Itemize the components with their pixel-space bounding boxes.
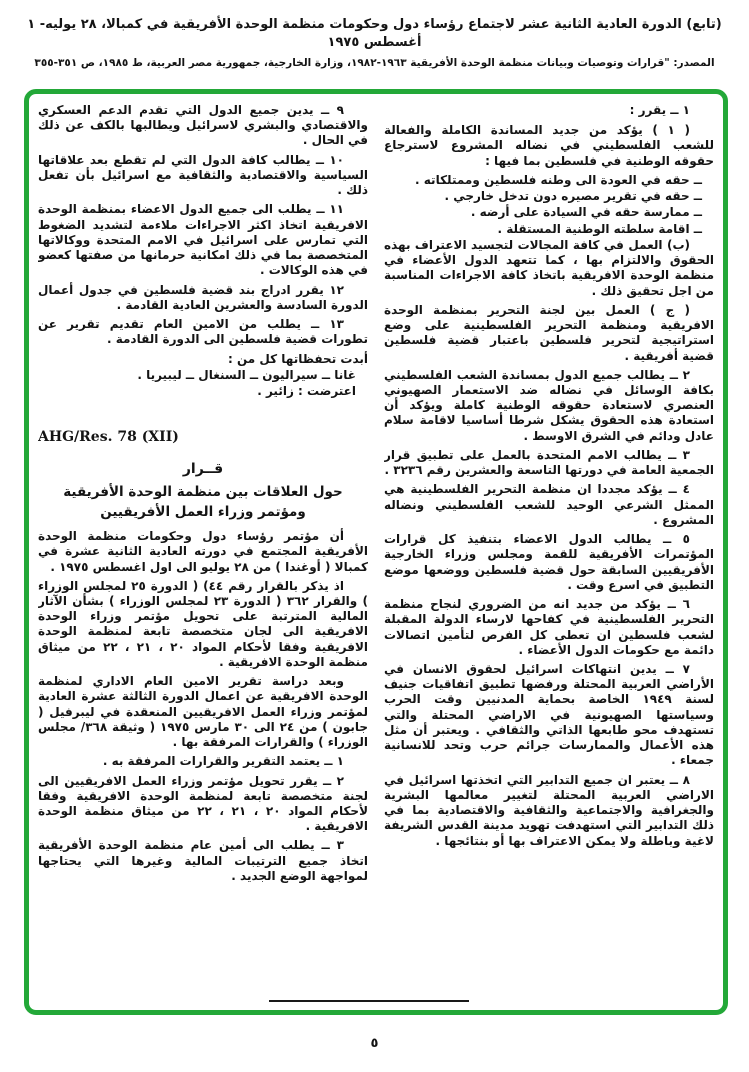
paragraph: ــ حقه في تقرير مصيره دون تدخل خارجي . — [444, 189, 702, 204]
paragraph: ٣ ــ يطلب الى أمين عام منظمة الوحدة الأفريقية اتخاذ جميع الترتيبات المالية وغيرها التي يحتاجها لمواجهة الوضع الجديد . — [38, 838, 368, 883]
green-border-frame — [24, 89, 728, 1015]
footnote-rule — [269, 1000, 469, 1002]
header-source-line: المصدر: "قرارات وتوصيات وبيانات منظمة الوحدة الأفريقية ١٩٦٣-١٩٨٢، وزارة الخارجية، جمهورية مصر العربية، ط ١٩٨٥، ص ٣٥١-٣٥٥ — [34, 57, 715, 70]
paragraph: اذ يذكر بالقرار رقم ٤٤) ( الدورة ٢٥ لمجلس الوزراء ) والقرار ٣٦٢ ( الدورة ٢٣ لمجلس الوزراء ) بشأن الآثار المالية المترتبة على تحويل مؤتمر وزراء الوحدة الافريقية الى لجان متخصصة تابعة لمنظمة الوحدة الافريقية وفقا لأحكام المواد ٢٠ ، ٢١ ، ٢٢ من ميثاق منظمة الوحدة الافريقية . — [38, 578, 368, 669]
paragraph: (ب) العمل في كافة المجالات لتجسيد الاعتراف بهذه الحقوق والالتزام بها ، كما تتعهد الدول الأعضاء في منظمة الوحدة الافريقية باتخاذ كافة الاجراءات المناسبة من اجل تحقيق ذلك . — [384, 237, 714, 298]
paragraph: ٩ ــ يدين جميع الدول التي تقدم الدعم العسكري والاقتصادي والبشري لاسرائيل ويطالبها بالكف عن ذلك في الحال . — [38, 103, 368, 148]
column-left-resolution-labour-ministers — [38, 103, 368, 996]
two-column-text-area — [29, 94, 723, 1010]
paragraph: ٨ ــ يعتبر ان جميع التدابير التي اتخذتها اسرائيل في الاراضي العربية المحتلة لتغيير معالمها البشرية والجغرافية والاجتماعية والثقافية والاقتصادية بما في ذلك التدابير التي استهدفت تهويد مدينة القدس الشريفة لاغية وباطلة ولا يمكن الاعتراف بها أو بنتائجها . — [384, 772, 714, 848]
resolution-number: AHG/Res. 78 (XII) — [38, 429, 179, 446]
resolution-title: قــرار — [182, 460, 224, 477]
paragraph: ( ١ ) يؤكد من جديد المساندة الكاملة والفعالة للشعب الفلسطيني في نضاله المشروع لاسترجاع حقوقه الوطنية في فلسطين بما فيها : — [384, 123, 714, 168]
paragraph: ١٢ يقرر ادراج بند قضية فلسطين في جدول أعمال الدورة السادسة والعشرين العادية القادمة . — [38, 282, 368, 312]
paragraph: ٢ ــ يطالب جميع الدول بمساندة الشعب الفلسطيني بكافة الوسائل في نضاله ضد الاستعمار الصهيوني العنصري لاستعادة حقوقه الوطنية كاملة ويؤكد أن استعادة هذه الحقوق يشكل شرطا أساسيا لاقامة سلام عادل ودائم في الشرق الاوسط . — [384, 367, 714, 443]
paragraph: ــ حقه في العودة الى وطنه فلسطين وممتلكاته . — [415, 172, 702, 187]
paragraph: أن مؤتمر رؤساء دول وحكومات منظمة الوحدة الأفريقية المجتمع في دورته العادية الثانية عشرة في كمبالا ( أوغندا ) من ٢٨ يوليو الى اول اغسطس ١٩٧٥ . — [38, 529, 368, 574]
paragraph: وبعد دراسة تقرير الامين العام الاداري لمنظمة الوحدة الافريقية عن اعمال الدورة الثالثة عشرة العادية لمؤتمر وزراء العمل الافريقيين المنعقدة في ليبرفيل ( جابون ) من ٢٤ الى ٣٠ مارس ١٩٧٥ ( وثيقة ٣٦٨/ مجلس الوزراء ) والقرارات المرفقة بها . — [38, 674, 368, 750]
paragraph: ٦ ــ يؤكد من جديد انه من الضروري لنجاح منظمة التحرير الفلسطينية في كفاحها لارساء الدولة المقبلة لشعب فلسطين ان تعطى كل الفرص لتأمين اتصالات دائمة مع حكومات الدول الأعضاء . — [384, 597, 714, 657]
paragraph: ــ ممارسة حقه في السيادة على أرضه . — [470, 205, 702, 220]
paragraph: ٣ ــ يطالب الامم المتحدة بالعمل على تطبيق قرار الجمعية العامة في دورتها التاسعة والعشرين رقم ٣٢٣٦ . — [384, 447, 714, 478]
paragraph: ــ اقامة سلطته الوطنية المستقلة . — [497, 221, 702, 236]
paragraph: أبدت تحفظاتها كل من : — [228, 351, 368, 366]
document-header — [14, 16, 735, 71]
paragraph: ١ ــ يقرر : — [629, 103, 690, 117]
resolution-title: ومؤتمر وزراء العمل الأفريقيين — [100, 503, 306, 520]
paragraph: ١٣ ــ يطلب من الامين العام تقديم تقرير عن تطورات قضية فلسطين الى الدورة القادمة . — [38, 317, 368, 347]
paragraph: ٥ ــ يطالب الدول الاعضاء بتنفيذ كل قرارات المؤتمرات الأفريقية للقمة ومجلس وزراء الخارجية الأفريقيين السابقة حول قضية فلسطين ووضعها موضع التطبيق في اسرع وقت . — [384, 532, 714, 592]
resolution-title: حول العلاقات بين منظمة الوحدة الأفريقية — [63, 483, 343, 500]
paragraph: ( ج ) العمل بين لجنة التحرير بمنظمة الوحدة الافريقية ومنظمة التحرير الفلسطينية على وضع استراتيجية لتحرير فلسطين باعتبار قضية فلسطين قضية أفريقية . — [384, 302, 714, 363]
header-session-line: (تابع) الدورة العادية الثانية عشر لاجتماع رؤساء دول وحكومات منظمة الوحدة الأفريقية في كمبالا، ٢٨ يوليه- ١ أغسطس ١٩٧٥ — [27, 17, 722, 50]
paragraph: ١ ــ يعتمد التقرير والقرارات المرفقة به . — [102, 754, 344, 769]
paragraph: ١١ ــ يطلب الى جميع الدول الاعضاء بمنظمة الوحدة الافريقية اتخاذ اكثر الاجراءات ملاءمة لتشديد الضغوط التي تمارس على اسرائيل في الامم المتحدة ووكالاتها المتخصصة بما في ذلك امكانية حرمانها من صفتها كعضو في هذه الوكالات . — [38, 202, 368, 278]
paragraph: اعترضت : زائير . — [257, 383, 356, 398]
paragraph: ٤ ــ يؤكد مجددا ان منظمة التحرير الفلسطينية هي الممثل الشرعي الوحيد للشعب الفلسطيني ونضاله المشروع . — [384, 482, 714, 527]
paragraph: ٢ ــ يقرر تحويل مؤتمر وزراء العمل الافريقيين الى لجنة متخصصة تابعة لمنظمة الوحدة الافريقية وفقا لأحكام المواد ٢٠ ، ٢١ ، ٢٢ من ميثاق منظمة الوحدة الافريقية . — [38, 773, 368, 834]
page-number: ٥ — [370, 1036, 379, 1051]
column-right-resolution-palestine — [384, 103, 714, 996]
paragraph: ٧ ــ يدين انتهاكات اسرائيل لحقوق الانسان في الأراضي العربية المحتلة ورفضها تطبيق اتفاقيات جنيف لسنة ١٩٤٩ الخاصة بحماية المدنيين وقت الحرب وسياستها الصهيونية في الاراضي المحتلة والتي تستهدف محو طابعها الذاتي والثقافي . ويعتبر أن مثل هذه الأعمال والممارسات جرائم حرب وتحد للانسانية جمعاء . — [384, 661, 714, 768]
paragraph: ١٠ ــ يطالب كافة الدول التي لم تقطع بعد علاقاتها السياسية والاقتصادية والثقافية مع اسرائيل بأن تفعل ذلك . — [38, 152, 368, 198]
paragraph: غانا ــ سيراليون ــ السنغال ــ ليبيريا . — [137, 367, 356, 382]
